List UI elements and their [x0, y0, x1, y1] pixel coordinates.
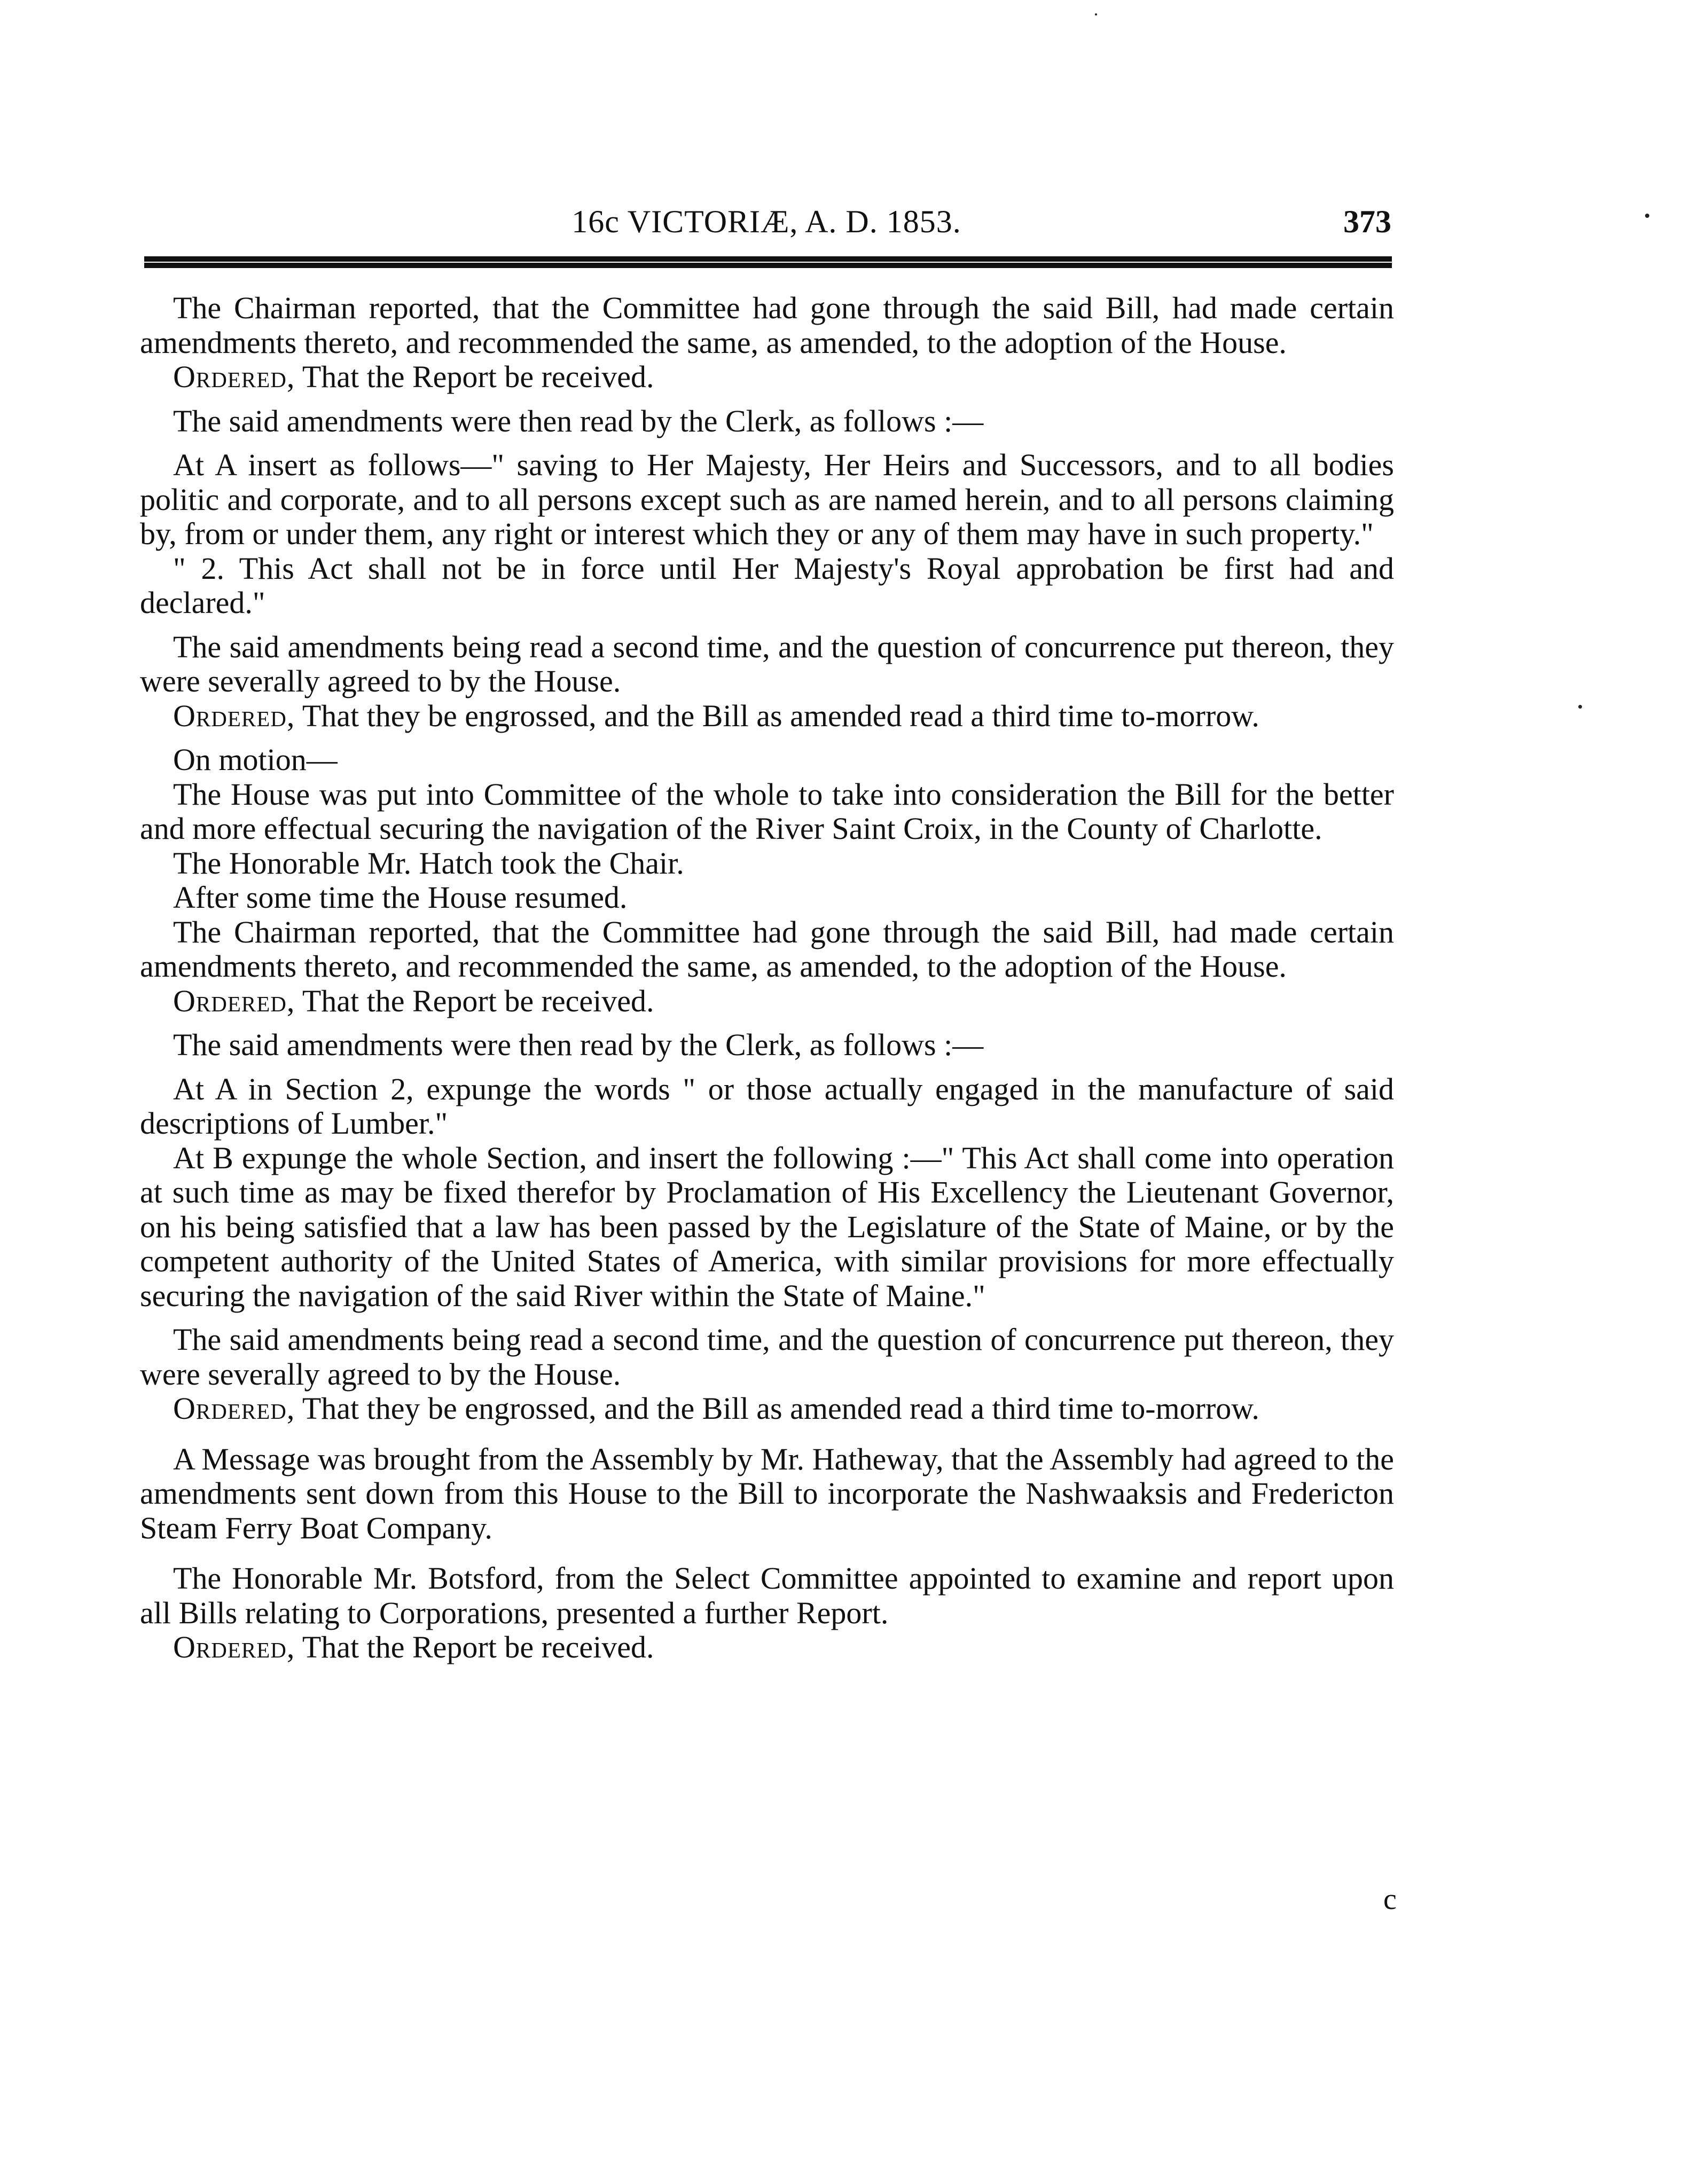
paragraph: The said amendments were then read by the Clerk, as follows :— [173, 1027, 984, 1062]
paragraph: A Message was brought from the Assembly by Mr. Hatheway, that the Assembly had agreed to the amendments sent down from this House to the Bill to incorporate the Nashwaaksis and Fredericton Steam Ferry Boat Company. [140, 1441, 1394, 1545]
paragraph: The said amendments being read a second time, and the question of concurrence put thereon, they were severally agreed to by the House. [140, 1322, 1394, 1392]
paragraph: The Chairman reported, that the Committee had gone through the said Bill, had made certain amendments thereto, and recommended the same, as amended, to the adoption of the House. [140, 290, 1394, 360]
page-number: 373 [1343, 204, 1391, 239]
paragraph: Ordered, That they be engrossed, and the Bill as amended read a third time to-morrow. [173, 698, 1259, 733]
header-title: 16c VICTORIÆ, A. D. 1853. [571, 204, 961, 239]
paragraph: Ordered, That the Report be received. [173, 1630, 654, 1664]
print-speck [1095, 13, 1097, 15]
paragraph: The Honorable Mr. Botsford, from the Select Committee appointed to examine and report upon all Bills relating to Corporations, presented a further Report. [140, 1561, 1394, 1630]
paragraph: " 2. This Act shall not be in force until Her Majesty's Royal approbation be first had and declared." [140, 551, 1394, 620]
paragraph: Ordered, That the Report be received. [173, 983, 654, 1018]
paragraph: Ordered, That the Report be received. [173, 359, 654, 394]
print-speck [1645, 214, 1649, 218]
paragraph: The said amendments being read a second time, and the question of concurrence put thereon, they were severally agreed to by the House. [140, 629, 1394, 698]
journal-text [140, 291, 1394, 1665]
paragraph: The said amendments were then read by the Clerk, as follows :— [173, 403, 984, 438]
header-rule [144, 256, 1392, 268]
paragraph: Ordered, That they be engrossed, and the Bill as amended read a third time to-morrow. [173, 1391, 1259, 1426]
paragraph: On motion— [173, 742, 338, 777]
paragraph: At A in Section 2, expunge the words " or those actually engaged in the manufacture of said descriptions of Lumber." [140, 1071, 1394, 1141]
catchword: c [1383, 1883, 1397, 1916]
paragraph: The Honorable Mr. Hatch took the Chair. [173, 845, 684, 881]
paragraph: At B expunge the whole Section, and insert the following :—" This Act shall come into operation at such time as may be fixed therefor by Proclamation of His Excellency the Lieutenant Governor, on his being satisfied that a law has been passed by the Legislature of the State of Maine, or by the competent authority of the United States of America, with similar provisions for more effectually securing the navigation of the said River within the State of Maine." [140, 1140, 1394, 1313]
paragraph: The Chairman reported, that the Committee had gone through the said Bill, had made certain amendments thereto, and recommended the same, as amended, to the adoption of the House. [140, 914, 1394, 984]
running-header [142, 192, 1391, 251]
paragraph: After some time the House resumed. [173, 880, 628, 915]
print-speck [1578, 705, 1582, 709]
paragraph: The House was put into Committee of the whole to take into consideration the Bill for the better and more effectual securing the navigation of the River Saint Croix, in the County of Charlotte. [140, 776, 1394, 846]
paragraph: At A insert as follows—" saving to Her Majesty, Her Heirs and Successors, and to all bodies politic and corporate, and to all persons except such as are named herein, and to all persons claiming by, from or under them, any right or interest which they or any of them may have in such property." [140, 447, 1394, 551]
